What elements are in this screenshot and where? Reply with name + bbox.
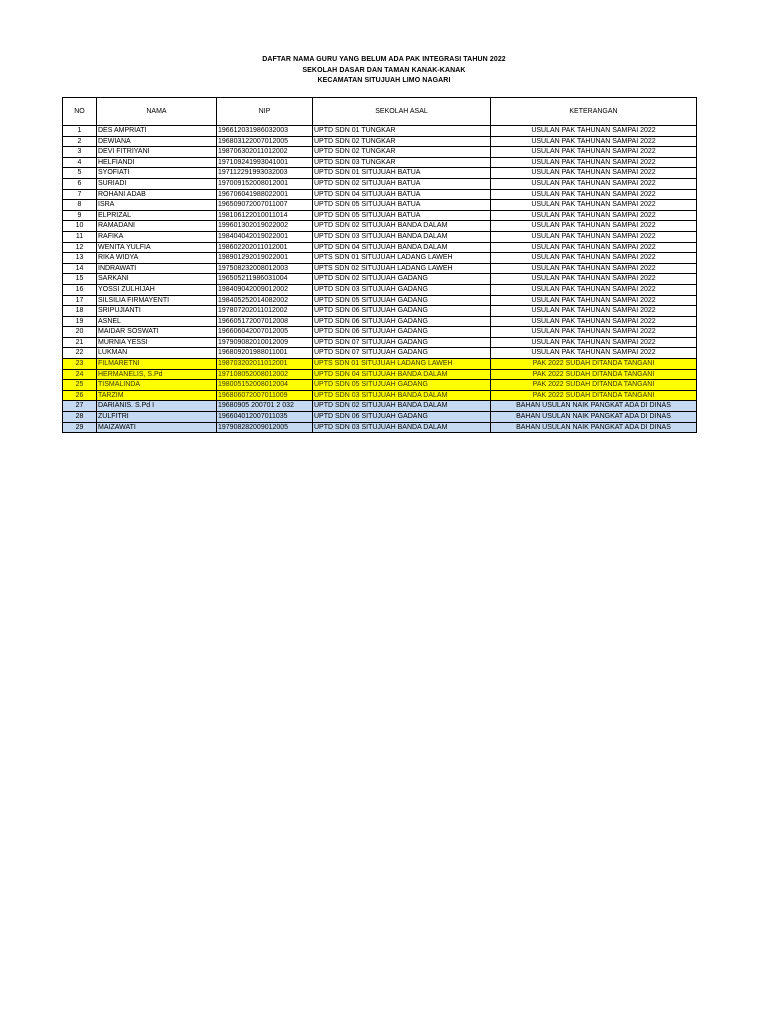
cell-nip: 198405252014082002 — [217, 295, 313, 306]
cell-nip: 196606042007012005 — [217, 327, 313, 338]
cell-no: 10 — [63, 221, 97, 232]
cell-nip: 197807202011012002 — [217, 306, 313, 317]
table-row — [63, 210, 697, 221]
cell-keterangan: USULAN PAK TAHUNAN SAMPAI 2022 — [491, 284, 697, 295]
cell-nama: SARKANI — [97, 274, 217, 285]
cell-nama: ISRA — [97, 200, 217, 211]
cell-nama: TARZIM — [97, 390, 217, 401]
cell-sekolah-asal: UPTD SDN 06 SITUJUAH GADANG — [313, 316, 491, 327]
cell-sekolah-asal: UPTD SDN 05 SITUJUAH BATUA — [313, 200, 491, 211]
cell-nama: ASNEL — [97, 316, 217, 327]
cell-keterangan: USULAN PAK TAHUNAN SAMPAI 2022 — [491, 231, 697, 242]
cell-nip: 198703202011012001 — [217, 359, 313, 370]
cell-nama: MAIDAR SOSWATI — [97, 327, 217, 338]
title-line-3: KECAMATAN SITUJUAH LIMO NAGARI — [317, 77, 451, 84]
cell-keterangan: USULAN PAK TAHUNAN SAMPAI 2022 — [491, 316, 697, 327]
teacher-table — [62, 97, 697, 433]
cell-no: 19 — [63, 316, 97, 327]
cell-sekolah-asal: UPTD SDN 02 TUNGKAR — [313, 136, 491, 147]
cell-nip: 198706302011012002 — [217, 147, 313, 158]
cell-no: 13 — [63, 253, 97, 264]
cell-nip: 19680905 200701 2 032 — [217, 401, 313, 412]
cell-keterangan: BAHAN USULAN NAIK PANGKAT ADA DI DINAS — [491, 401, 697, 412]
cell-keterangan: BAHAN USULAN NAIK PANGKAT ADA DI DINAS — [491, 412, 697, 423]
cell-keterangan: USULAN PAK TAHUNAN SAMPAI 2022 — [491, 348, 697, 359]
cell-keterangan: USULAN PAK TAHUNAN SAMPAI 2022 — [491, 306, 697, 317]
cell-nama: FILMARETNI — [97, 359, 217, 370]
cell-no: 17 — [63, 295, 97, 306]
cell-nip: 196604012007011035 — [217, 412, 313, 423]
cell-nip: 197908282009012005 — [217, 422, 313, 433]
cell-nama: HERMANELIS, S.Pd — [97, 369, 217, 380]
cell-keterangan: USULAN PAK TAHUNAN SAMPAI 2022 — [491, 157, 697, 168]
cell-nama: SILSILIA FIRMAYENTI — [97, 295, 217, 306]
cell-no: 14 — [63, 263, 97, 274]
title-line-1: DAFTAR NAMA GURU YANG BELUM ADA PAK INTEGRASI TAHUN 2022 — [262, 56, 506, 63]
table-row — [63, 316, 697, 327]
cell-sekolah-asal: UPTD SDN 01 SITUJUAH BATUA — [313, 168, 491, 179]
cell-sekolah-asal: UPTD SDN 04 SITUJUAH BANDA DALAM — [313, 242, 491, 253]
table-row — [63, 359, 697, 370]
cell-nama: SYOFIATI — [97, 168, 217, 179]
cell-no: 12 — [63, 242, 97, 253]
header-no: NO — [63, 98, 97, 126]
table-row — [63, 189, 697, 200]
cell-nama: ROHANI ADAB — [97, 189, 217, 200]
cell-sekolah-asal: UPTD SDN 07 SITUJUAH GADANG — [313, 348, 491, 359]
cell-nip: 196509072007011007 — [217, 200, 313, 211]
document-title-block — [0, 55, 768, 87]
table-row — [63, 126, 697, 137]
cell-sekolah-asal: UPTD SDN 05 SITUJUAH GADANG — [313, 295, 491, 306]
cell-no: 26 — [63, 390, 97, 401]
cell-nama: ELPRIZAL — [97, 210, 217, 221]
cell-nama: DEVI FITRIYANI — [97, 147, 217, 158]
cell-sekolah-asal: UPTD SDN 01 TUNGKAR — [313, 126, 491, 137]
table-row — [63, 422, 697, 433]
cell-sekolah-asal: UPTD SDN 04 SITUJUAH BATUA — [313, 189, 491, 200]
cell-nama: WENITA YULFIA — [97, 242, 217, 253]
cell-sekolah-asal: UPTD SDN 02 SITUJUAH BANDA DALAM — [313, 221, 491, 232]
cell-keterangan: USULAN PAK TAHUNAN SAMPAI 2022 — [491, 327, 697, 338]
cell-nip: 196706041988022001 — [217, 189, 313, 200]
cell-nip: 197508232008012003 — [217, 263, 313, 274]
cell-nip: 198602202011012001 — [217, 242, 313, 253]
cell-no: 23 — [63, 359, 97, 370]
cell-nama: HELFIANDI — [97, 157, 217, 168]
table-row — [63, 380, 697, 391]
cell-sekolah-asal: UPTD SDN 02 SITUJUAH GADANG — [313, 274, 491, 285]
cell-nip: 196612031986032003 — [217, 126, 313, 137]
cell-nama: SURIADI — [97, 178, 217, 189]
cell-sekolah-asal: UPTD SDN 03 TUNGKAR — [313, 157, 491, 168]
cell-sekolah-asal: UPTD SDN 07 SITUJUAH GADANG — [313, 337, 491, 348]
cell-nip: 198005152008012004 — [217, 380, 313, 391]
cell-nama: DEWIANA — [97, 136, 217, 147]
table-row — [63, 369, 697, 380]
cell-no: 8 — [63, 200, 97, 211]
cell-nip: 198404042019022001 — [217, 231, 313, 242]
cell-sekolah-asal: UPTD SDN 06 SITUJUAH GADANG — [313, 327, 491, 338]
cell-sekolah-asal: UPTD SDN 03 SITUJUAH BANDA DALAM — [313, 231, 491, 242]
cell-keterangan: USULAN PAK TAHUNAN SAMPAI 2022 — [491, 242, 697, 253]
table-row — [63, 412, 697, 423]
cell-keterangan: PAK 2022 SUDAH DITANDA TANGANI — [491, 390, 697, 401]
header-sekolah-asal: SEKOLAH ASAL — [313, 98, 491, 126]
cell-sekolah-asal: UPTD SDN 03 SITUJUAH BANDA DALAM — [313, 422, 491, 433]
cell-nama: DES AMPRIATI — [97, 126, 217, 137]
cell-sekolah-asal: UPTS SDN 01 SITUJUAH LADANG LAWEH — [313, 359, 491, 370]
table-row — [63, 348, 697, 359]
cell-nip: 198901292019022001 — [217, 253, 313, 264]
cell-no: 15 — [63, 274, 97, 285]
cell-nip: 198409042009012002 — [217, 284, 313, 295]
cell-nip: 196806072007011009 — [217, 390, 313, 401]
header-nip: NIP — [217, 98, 313, 126]
cell-keterangan: PAK 2022 SUDAH DITANDA TANGANI — [491, 369, 697, 380]
cell-sekolah-asal: UPTD SDN 05 SITUJUAH GADANG — [313, 380, 491, 391]
cell-keterangan: USULAN PAK TAHUNAN SAMPAI 2022 — [491, 221, 697, 232]
table-row — [63, 274, 697, 285]
table-row — [63, 327, 697, 338]
cell-nip: 197109241993041001 — [217, 157, 313, 168]
cell-sekolah-asal: UPTD SDN 02 TUNGKAR — [313, 147, 491, 158]
cell-no: 29 — [63, 422, 97, 433]
cell-nip: 197909082010012009 — [217, 337, 313, 348]
cell-no: 5 — [63, 168, 97, 179]
table-row — [63, 147, 697, 158]
table-row — [63, 231, 697, 242]
cell-nip: 197009152008012001 — [217, 178, 313, 189]
cell-no: 20 — [63, 327, 97, 338]
cell-sekolah-asal: UPTS SDN 01 SITUJUAH LADANG LAWEH — [313, 253, 491, 264]
table-row — [63, 284, 697, 295]
cell-no: 2 — [63, 136, 97, 147]
cell-keterangan: USULAN PAK TAHUNAN SAMPAI 2022 — [491, 200, 697, 211]
header-keterangan: KETERANGAN — [491, 98, 697, 126]
cell-no: 1 — [63, 126, 97, 137]
cell-nama: INDRAWATI — [97, 263, 217, 274]
cell-keterangan: USULAN PAK TAHUNAN SAMPAI 2022 — [491, 168, 697, 179]
table-body — [63, 126, 697, 433]
cell-nama: YOSSI ZULHIJAH — [97, 284, 217, 295]
cell-nama: SRIPUJIANTI — [97, 306, 217, 317]
cell-keterangan: USULAN PAK TAHUNAN SAMPAI 2022 — [491, 274, 697, 285]
cell-nama: RAMADANI — [97, 221, 217, 232]
table-row — [63, 401, 697, 412]
cell-keterangan: USULAN PAK TAHUNAN SAMPAI 2022 — [491, 136, 697, 147]
table-header-row — [63, 98, 697, 126]
cell-nip: 196605172007012008 — [217, 316, 313, 327]
cell-nama: MAIZAWATI — [97, 422, 217, 433]
cell-sekolah-asal: UPTD SDN 03 SITUJUAH GADANG — [313, 284, 491, 295]
cell-keterangan: PAK 2022 SUDAH DITANDA TANGANI — [491, 380, 697, 391]
cell-nip: 197108052008012002 — [217, 369, 313, 380]
cell-keterangan: USULAN PAK TAHUNAN SAMPAI 2022 — [491, 189, 697, 200]
table-row — [63, 306, 697, 317]
cell-nip: 199601302019022002 — [217, 221, 313, 232]
table-row — [63, 178, 697, 189]
cell-no: 24 — [63, 369, 97, 380]
cell-sekolah-asal: UPTD SDN 02 SITUJUAH BATUA — [313, 178, 491, 189]
cell-no: 27 — [63, 401, 97, 412]
cell-nama: MURNIA YESSI — [97, 337, 217, 348]
cell-sekolah-asal: UPTD SDN 03 SITUJUAH BANDA DALAM — [313, 390, 491, 401]
table-row — [63, 295, 697, 306]
cell-sekolah-asal: UPTS SDN 02 SITUJUAH LADANG LAWEH — [313, 263, 491, 274]
cell-nama: LUKMAN — [97, 348, 217, 359]
table-row — [63, 263, 697, 274]
cell-keterangan: USULAN PAK TAHUNAN SAMPAI 2022 — [491, 126, 697, 137]
cell-no: 28 — [63, 412, 97, 423]
cell-keterangan: USULAN PAK TAHUNAN SAMPAI 2022 — [491, 295, 697, 306]
cell-nama: RAFIKA — [97, 231, 217, 242]
table-row — [63, 157, 697, 168]
table-row — [63, 136, 697, 147]
cell-keterangan: USULAN PAK TAHUNAN SAMPAI 2022 — [491, 263, 697, 274]
cell-no: 16 — [63, 284, 97, 295]
cell-nip: 197112291993032003 — [217, 168, 313, 179]
cell-nama: ZULFITRI — [97, 412, 217, 423]
table-row — [63, 390, 697, 401]
cell-no: 3 — [63, 147, 97, 158]
cell-sekolah-asal: UPTD SDN 06 SITUJUAH GADANG — [313, 306, 491, 317]
cell-keterangan: USULAN PAK TAHUNAN SAMPAI 2022 — [491, 178, 697, 189]
cell-no: 11 — [63, 231, 97, 242]
cell-no: 9 — [63, 210, 97, 221]
cell-no: 22 — [63, 348, 97, 359]
cell-sekolah-asal: UPTD SDN 02 SITUJUAH BANDA DALAM — [313, 401, 491, 412]
cell-keterangan: USULAN PAK TAHUNAN SAMPAI 2022 — [491, 147, 697, 158]
cell-nip: 196809201988011001 — [217, 348, 313, 359]
cell-no: 18 — [63, 306, 97, 317]
table-row — [63, 337, 697, 348]
cell-no: 7 — [63, 189, 97, 200]
cell-nama: TISMALINDA — [97, 380, 217, 391]
cell-keterangan: USULAN PAK TAHUNAN SAMPAI 2022 — [491, 210, 697, 221]
cell-keterangan: USULAN PAK TAHUNAN SAMPAI 2022 — [491, 337, 697, 348]
table-row — [63, 168, 697, 179]
cell-sekolah-asal: UPTD SDN 05 SITUJUAH BATUA — [313, 210, 491, 221]
cell-sekolah-asal: UPTD SDN 06 SITUJUAH GADANG — [313, 412, 491, 423]
table-row — [63, 221, 697, 232]
cell-sekolah-asal: UPTD SDN 04 SITUJUAH BANDA DALAM — [313, 369, 491, 380]
cell-nip: 196803122007012005 — [217, 136, 313, 147]
cell-no: 25 — [63, 380, 97, 391]
cell-nama: RIKA WIDYA — [97, 253, 217, 264]
title-line-2: SEKOLAH DASAR DAN TAMAN KANAK-KANAK — [302, 66, 466, 74]
cell-no: 4 — [63, 157, 97, 168]
cell-nip: 196505211986031004 — [217, 274, 313, 285]
cell-nama: DARIANIS. S.Pd I — [97, 401, 217, 412]
table-row — [63, 242, 697, 253]
cell-nip: 198106122010011014 — [217, 210, 313, 221]
cell-no: 6 — [63, 178, 97, 189]
cell-keterangan: PAK 2022 SUDAH DITANDA TANGANI — [491, 359, 697, 370]
table-row — [63, 200, 697, 211]
cell-keterangan: BAHAN USULAN NAIK PANGKAT ADA DI DINAS — [491, 422, 697, 433]
header-nama: NAMA — [97, 98, 217, 126]
cell-keterangan: USULAN PAK TAHUNAN SAMPAI 2022 — [491, 253, 697, 264]
cell-no: 21 — [63, 337, 97, 348]
table-row — [63, 253, 697, 264]
